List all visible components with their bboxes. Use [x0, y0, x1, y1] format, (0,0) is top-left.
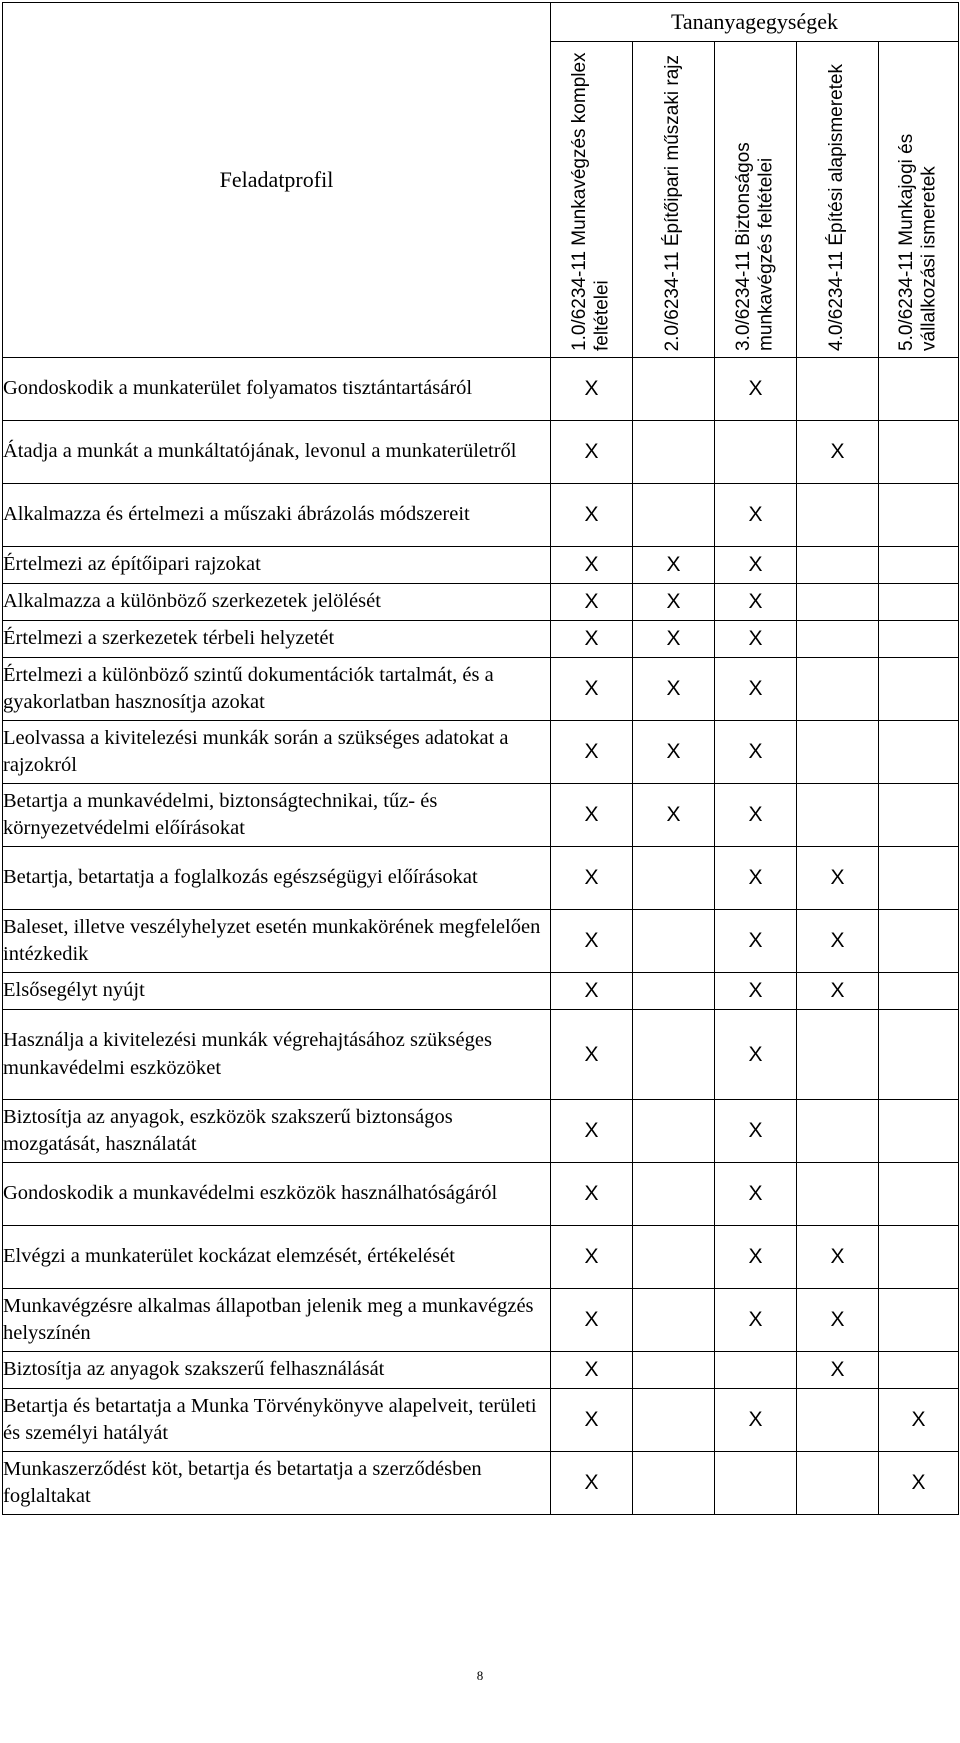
units-header: Tananyagegységek [551, 3, 959, 42]
mark-cell: X [797, 1226, 879, 1289]
mark-cell: X [797, 421, 879, 484]
mark-cell: X [715, 721, 797, 784]
mark-cell: X [551, 973, 633, 1010]
mark-cell [633, 973, 715, 1010]
mark-cell: X [715, 584, 797, 621]
table-row [3, 1010, 959, 1100]
table-row [3, 1352, 959, 1389]
mark-cell: X [715, 1163, 797, 1226]
mark-cell [633, 1452, 715, 1515]
mark-cell [797, 584, 879, 621]
task-cell: Használja a kivitelezési munkák végrehajtásához szükséges munkavédelmi eszközöket [3, 1010, 551, 1100]
mark-cell: X [797, 1352, 879, 1389]
table-row [3, 1389, 959, 1452]
mark-cell [797, 1100, 879, 1163]
mark-cell [797, 1452, 879, 1515]
task-cell: Betartja, betartatja a foglalkozás egészségügyi előírásokat [3, 847, 551, 910]
mark-cell: X [715, 1389, 797, 1452]
mark-cell [879, 1100, 959, 1163]
mark-cell [633, 847, 715, 910]
mark-cell [633, 1389, 715, 1452]
task-cell: Munkaszerződést köt, betartja és betartatja a szerződésben foglaltakat [3, 1452, 551, 1515]
mark-cell [715, 1352, 797, 1389]
mark-cell [879, 1226, 959, 1289]
mark-cell [879, 584, 959, 621]
unit-column-label: 2.0/6234-11 Építőipari műszaki rajz [662, 54, 684, 351]
task-cell: Baleset, illetve veszélyhelyzet esetén munkakörének megfelelően intézkedik [3, 910, 551, 973]
mark-cell: X [551, 1352, 633, 1389]
mark-cell: X [551, 658, 633, 721]
mark-cell [633, 910, 715, 973]
mark-cell: X [551, 547, 633, 584]
mark-cell: X [633, 621, 715, 658]
profile-header: Feladatprofil [3, 3, 551, 358]
mark-cell: X [551, 484, 633, 547]
table-row [3, 784, 959, 847]
mark-cell [797, 721, 879, 784]
page-number: 8 [476, 1668, 484, 1683]
mark-cell: X [633, 584, 715, 621]
task-cell: Elvégzi a munkaterület kockázat elemzését, értékelését [3, 1226, 551, 1289]
unit-column-header [879, 42, 959, 358]
mark-cell [633, 484, 715, 547]
mark-cell [879, 1352, 959, 1389]
mark-cell: X [797, 847, 879, 910]
mark-cell [797, 547, 879, 584]
mark-cell [797, 1010, 879, 1100]
mark-cell [633, 1226, 715, 1289]
mark-cell: X [715, 1100, 797, 1163]
mark-cell: X [633, 784, 715, 847]
mark-cell [633, 1289, 715, 1352]
mark-cell: X [551, 784, 633, 847]
mark-cell: X [715, 847, 797, 910]
mark-cell [879, 1010, 959, 1100]
mark-cell: X [551, 847, 633, 910]
table-row [3, 1226, 959, 1289]
mark-cell: X [715, 358, 797, 421]
mark-cell: X [879, 1452, 959, 1515]
table-row [3, 547, 959, 584]
task-cell: Alkalmazza a különböző szerkezetek jelölését [3, 584, 551, 621]
mark-cell: X [551, 358, 633, 421]
task-cell: Leolvassa a kivitelezési munkák során a szükséges adatokat a rajzokról [3, 721, 551, 784]
mark-cell [633, 1163, 715, 1226]
mark-cell [633, 1010, 715, 1100]
unit-column-header [797, 42, 879, 358]
mark-cell [797, 484, 879, 547]
mark-cell [879, 658, 959, 721]
unit-column-label: 5.0/6234-11 Munkajogi és vállalkozási ismeretek [896, 133, 940, 351]
mark-cell: X [551, 621, 633, 658]
task-cell: Elsősegélyt nyújt [3, 973, 551, 1010]
mark-cell: X [551, 1100, 633, 1163]
mark-cell [879, 1163, 959, 1226]
mark-cell: X [633, 547, 715, 584]
mark-cell: X [715, 1289, 797, 1352]
mark-cell: X [715, 658, 797, 721]
mark-cell [797, 658, 879, 721]
mark-cell [797, 621, 879, 658]
mark-cell: X [797, 973, 879, 1010]
table-row [3, 1100, 959, 1163]
mark-cell: X [715, 910, 797, 973]
table-row [3, 484, 959, 547]
mark-cell: X [551, 1389, 633, 1452]
mark-cell [879, 973, 959, 1010]
unit-column-header [715, 42, 797, 358]
mark-cell [715, 1452, 797, 1515]
mark-cell [797, 358, 879, 421]
unit-column-header [633, 42, 715, 358]
mark-cell: X [715, 1226, 797, 1289]
task-cell: Értelmezi a szerkezetek térbeli helyzetét [3, 621, 551, 658]
mark-cell [879, 421, 959, 484]
mark-cell: X [551, 421, 633, 484]
table-row [3, 1163, 959, 1226]
task-profile-table [2, 2, 959, 1515]
mark-cell [797, 1163, 879, 1226]
mark-cell [633, 1100, 715, 1163]
table-row [3, 421, 959, 484]
table-row [3, 721, 959, 784]
mark-cell: X [715, 1010, 797, 1100]
mark-cell [879, 910, 959, 973]
task-cell: Betartja és betartatja a Munka Törvénykönyve alapelveit, területi és személyi hatályát [3, 1389, 551, 1452]
mark-cell [879, 721, 959, 784]
mark-cell: X [633, 658, 715, 721]
mark-cell: X [715, 547, 797, 584]
mark-cell: X [551, 721, 633, 784]
mark-cell: X [551, 1010, 633, 1100]
mark-cell [879, 547, 959, 584]
unit-column-header [551, 42, 633, 358]
mark-cell: X [633, 721, 715, 784]
mark-cell: X [551, 1163, 633, 1226]
task-cell: Gondoskodik a munkaterület folyamatos tisztántartásáról [3, 358, 551, 421]
table-row [3, 847, 959, 910]
mark-cell: X [715, 784, 797, 847]
unit-column-label: 3.0/6234-11 Biztonságos munkavégzés feltételei [733, 142, 777, 351]
mark-cell: X [715, 484, 797, 547]
mark-cell [879, 358, 959, 421]
task-cell: Átadja a munkát a munkáltatójának, levonul a munkaterületről [3, 421, 551, 484]
mark-cell: X [551, 1289, 633, 1352]
task-cell: Betartja a munkavédelmi, biztonságtechnikai, tűz- és környezetvédelmi előírásokat [3, 784, 551, 847]
mark-cell: X [551, 1452, 633, 1515]
mark-cell [633, 1352, 715, 1389]
table-row [3, 621, 959, 658]
mark-cell: X [551, 910, 633, 973]
task-cell: Gondoskodik a munkavédelmi eszközök használhatóságáról [3, 1163, 551, 1226]
mark-cell: X [879, 1389, 959, 1452]
unit-column-label: 1.0/6234-11 Munkavégzés komplex feltételei [569, 52, 613, 351]
task-cell: Biztosítja az anyagok, eszközök szakszerű biztonságos mozgatását, használatát [3, 1100, 551, 1163]
mark-cell [879, 621, 959, 658]
task-cell: Alkalmazza és értelmezi a műszaki ábrázolás módszereit [3, 484, 551, 547]
mark-cell: X [797, 910, 879, 973]
table-row [3, 1289, 959, 1352]
mark-cell: X [797, 1289, 879, 1352]
mark-cell: X [715, 973, 797, 1010]
table-row [3, 658, 959, 721]
unit-column-label: 4.0/6234-11 Építési alapismeretek [826, 64, 848, 351]
task-cell: Munkavégzésre alkalmas állapotban jelenik meg a munkavégzés helyszínén [3, 1289, 551, 1352]
mark-cell [879, 847, 959, 910]
mark-cell [797, 1389, 879, 1452]
table-row [3, 584, 959, 621]
mark-cell [879, 484, 959, 547]
table-row [3, 358, 959, 421]
mark-cell [633, 358, 715, 421]
table-row [3, 1452, 959, 1515]
mark-cell [715, 421, 797, 484]
table-row [3, 973, 959, 1010]
mark-cell [797, 784, 879, 847]
mark-cell: X [715, 621, 797, 658]
mark-cell: X [551, 584, 633, 621]
mark-cell [879, 784, 959, 847]
table-row [3, 910, 959, 973]
mark-cell [879, 1289, 959, 1352]
mark-cell [633, 421, 715, 484]
task-cell: Biztosítja az anyagok szakszerű felhasználását [3, 1352, 551, 1389]
task-cell: Értelmezi a különböző szintű dokumentációk tartalmát, és a gyakorlatban hasznosítja azokat [3, 658, 551, 721]
task-cell: Értelmezi az építőipari rajzokat [3, 547, 551, 584]
mark-cell: X [551, 1226, 633, 1289]
